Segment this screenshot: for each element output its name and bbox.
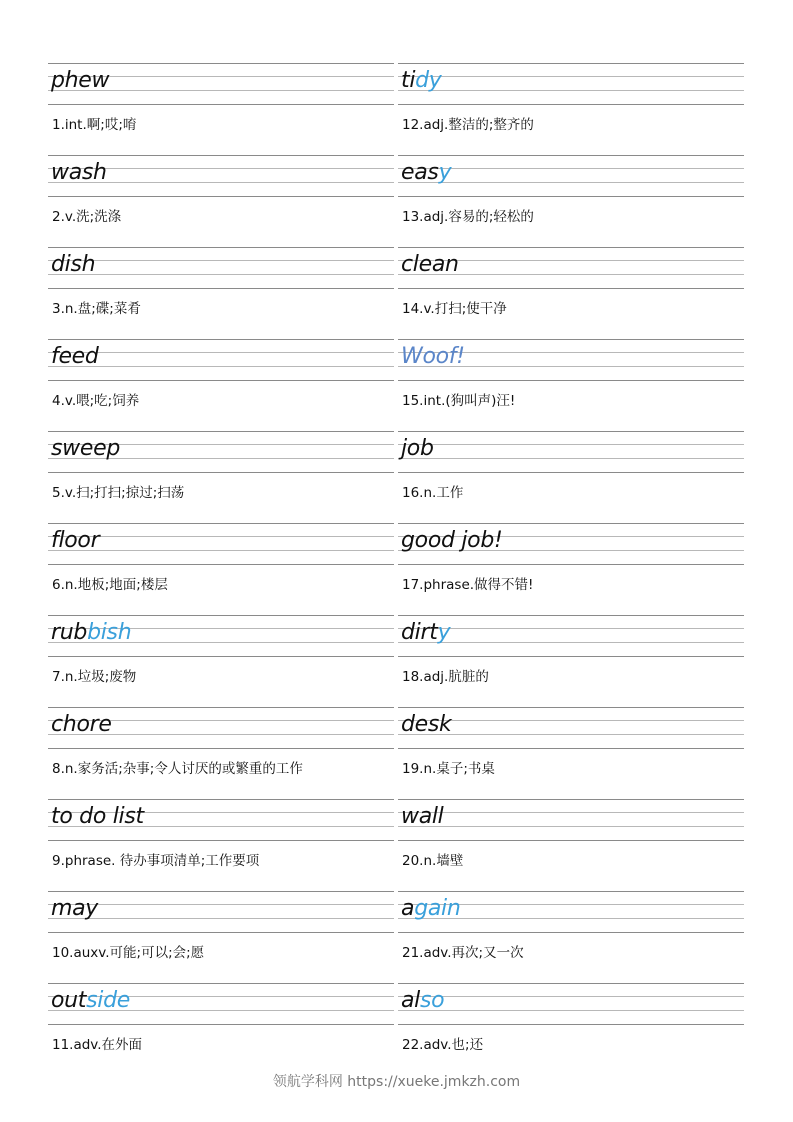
english-word bbox=[401, 619, 450, 647]
guide-line bbox=[48, 1024, 394, 1025]
vocab-entry bbox=[398, 523, 744, 615]
guide-line bbox=[398, 380, 744, 381]
guide-line bbox=[48, 550, 394, 551]
vocab-entry bbox=[48, 983, 394, 1075]
guide-line bbox=[398, 444, 744, 445]
chinese-meaning: 2.v.洗;洗涤 bbox=[52, 209, 122, 225]
vocab-entry bbox=[398, 339, 744, 431]
word-highlight-part: gain bbox=[414, 896, 461, 921]
word-plain-part: ti bbox=[401, 68, 416, 93]
chinese-meaning: 8.n.家务活;杂事;令人讨厌的或繁重的工作 bbox=[52, 761, 303, 777]
chinese-meaning: 13.adj.容易的;轻松的 bbox=[402, 209, 534, 225]
english-word bbox=[401, 435, 434, 463]
word-plain-part: phew bbox=[51, 68, 110, 93]
guide-line bbox=[48, 707, 394, 708]
vocab-entry bbox=[398, 63, 744, 155]
vocab-entry bbox=[48, 339, 394, 431]
vocab-entry bbox=[48, 431, 394, 523]
vocab-entry bbox=[48, 523, 394, 615]
vocab-entry bbox=[398, 247, 744, 339]
english-word bbox=[401, 67, 442, 95]
guide-line bbox=[48, 891, 394, 892]
guide-line bbox=[48, 196, 394, 197]
guide-line bbox=[398, 196, 744, 197]
word-plain-part: eas bbox=[401, 160, 439, 185]
english-word bbox=[401, 527, 503, 555]
guide-line bbox=[398, 1010, 744, 1011]
english-word bbox=[51, 159, 107, 187]
guide-line bbox=[48, 840, 394, 841]
footer-watermark: 领航学科网 https://xueke.jmkzh.com bbox=[272, 1074, 521, 1090]
vocab-entry bbox=[398, 615, 744, 707]
english-word bbox=[401, 895, 461, 923]
word-plain-part: a bbox=[401, 896, 415, 921]
vocab-entry bbox=[48, 891, 394, 983]
guide-line bbox=[398, 104, 744, 105]
vocab-entry bbox=[48, 155, 394, 247]
guide-line bbox=[398, 1024, 744, 1025]
chinese-meaning: 19.n.桌子;书桌 bbox=[402, 761, 495, 777]
guide-line bbox=[48, 918, 394, 919]
vocab-entry bbox=[48, 247, 394, 339]
guide-line bbox=[398, 76, 744, 77]
word-highlight-part: so bbox=[420, 988, 445, 1013]
guide-line bbox=[398, 288, 744, 289]
guide-line bbox=[398, 339, 744, 340]
guide-line bbox=[398, 799, 744, 800]
chinese-meaning: 1.int.啊;哎;唷 bbox=[52, 117, 137, 133]
guide-line bbox=[48, 274, 394, 275]
chinese-meaning: 18.adj.肮脏的 bbox=[402, 669, 489, 685]
chinese-meaning: 11.adv.在外面 bbox=[52, 1037, 143, 1053]
guide-line bbox=[398, 891, 744, 892]
guide-line bbox=[48, 564, 394, 565]
word-plain-part: al bbox=[401, 988, 420, 1013]
vocab-entry bbox=[398, 155, 744, 247]
english-word: Woof! bbox=[401, 344, 465, 369]
english-word bbox=[51, 435, 120, 463]
guide-line bbox=[48, 247, 394, 248]
english-word bbox=[51, 343, 99, 371]
guide-line bbox=[398, 247, 744, 248]
english-word bbox=[51, 67, 109, 95]
english-word bbox=[51, 527, 99, 555]
word-plain-part: may bbox=[51, 896, 99, 921]
guide-line bbox=[48, 904, 394, 905]
guide-line bbox=[398, 812, 744, 813]
word-plain-part: floor bbox=[51, 528, 100, 553]
word-highlight-part: y bbox=[437, 620, 451, 645]
chinese-meaning: 5.v.扫;打扫;掠过;扫荡 bbox=[52, 485, 185, 501]
chinese-meaning: 9.phrase. 待办事项清单;工作要项 bbox=[52, 853, 260, 869]
chinese-meaning: 22.adv.也;还 bbox=[402, 1037, 484, 1053]
english-word bbox=[51, 987, 130, 1015]
english-word bbox=[401, 987, 444, 1015]
guide-line bbox=[48, 472, 394, 473]
guide-line bbox=[48, 260, 394, 261]
english-word bbox=[51, 895, 98, 923]
english-word bbox=[401, 803, 444, 831]
word-plain-part: rub bbox=[51, 620, 88, 645]
vocab-entry bbox=[398, 891, 744, 983]
vocab-entry bbox=[48, 615, 394, 707]
word-plain-part: out bbox=[51, 988, 87, 1013]
guide-line bbox=[48, 799, 394, 800]
chinese-meaning: 10.auxv.可能;可以;会;愿 bbox=[52, 945, 205, 961]
vocab-entry bbox=[398, 983, 744, 1075]
guide-line bbox=[48, 523, 394, 524]
guide-line bbox=[48, 352, 394, 353]
guide-line bbox=[398, 996, 744, 997]
guide-line bbox=[398, 707, 744, 708]
english-word bbox=[401, 159, 451, 187]
guide-line bbox=[48, 656, 394, 657]
guide-line bbox=[398, 90, 744, 91]
english-word bbox=[401, 711, 452, 739]
guide-line bbox=[398, 564, 744, 565]
guide-line bbox=[398, 748, 744, 749]
word-plain-part: desk bbox=[401, 712, 452, 737]
guide-line bbox=[48, 380, 394, 381]
guide-line bbox=[48, 63, 394, 64]
guide-line bbox=[398, 615, 744, 616]
vocab-entry bbox=[398, 707, 744, 799]
chinese-meaning: 14.v.打扫;使干净 bbox=[402, 301, 507, 317]
word-plain-part: dish bbox=[51, 252, 96, 277]
word-highlight-part: side bbox=[86, 988, 131, 1013]
guide-line bbox=[398, 472, 744, 473]
word-highlight-part: bish bbox=[87, 620, 132, 645]
guide-line bbox=[398, 523, 744, 524]
word-plain-part: wash bbox=[51, 160, 107, 185]
english-word bbox=[51, 619, 131, 647]
guide-line bbox=[398, 826, 744, 827]
word-plain-part: dirt bbox=[401, 620, 438, 645]
guide-line bbox=[48, 339, 394, 340]
chinese-meaning: 12.adj.整洁的;整齐的 bbox=[402, 117, 534, 133]
chinese-meaning: 7.n.垃圾;废物 bbox=[52, 669, 137, 685]
word-highlight-part: dy bbox=[415, 68, 442, 93]
chinese-meaning: 4.v.喂;吃;饲养 bbox=[52, 393, 140, 409]
word-plain-part: to do list bbox=[51, 804, 144, 829]
guide-line bbox=[398, 656, 744, 657]
guide-line bbox=[398, 155, 744, 156]
guide-line bbox=[398, 458, 744, 459]
guide-line bbox=[48, 748, 394, 749]
guide-line bbox=[48, 983, 394, 984]
english-word bbox=[51, 711, 112, 739]
word-highlight-part: y bbox=[438, 160, 452, 185]
chinese-meaning: 15.int.(狗叫声)汪! bbox=[402, 393, 516, 409]
guide-line bbox=[48, 155, 394, 156]
vocab-entry bbox=[398, 799, 744, 891]
guide-line bbox=[398, 63, 744, 64]
guide-line bbox=[48, 615, 394, 616]
word-plain-part: good job! bbox=[401, 528, 503, 553]
vocab-entry bbox=[48, 707, 394, 799]
vocab-entry bbox=[48, 799, 394, 891]
guide-line bbox=[398, 983, 744, 984]
english-word bbox=[401, 251, 459, 279]
english-word bbox=[51, 803, 144, 831]
word-plain-part: job bbox=[401, 436, 434, 461]
chinese-meaning: 17.phrase.做得不错! bbox=[402, 577, 534, 593]
guide-line bbox=[48, 104, 394, 105]
guide-line bbox=[398, 932, 744, 933]
chinese-meaning: 20.n.墙壁 bbox=[402, 853, 464, 869]
guide-line bbox=[48, 536, 394, 537]
guide-line bbox=[398, 840, 744, 841]
chinese-meaning: 16.n.工作 bbox=[402, 485, 464, 501]
word-plain-part: sweep bbox=[51, 436, 120, 461]
guide-line bbox=[48, 932, 394, 933]
vocab-entry bbox=[48, 63, 394, 155]
guide-line bbox=[48, 431, 394, 432]
word-plain-part: feed bbox=[51, 344, 99, 369]
chinese-meaning: 6.n.地板;地面;楼层 bbox=[52, 577, 168, 593]
english-word bbox=[51, 251, 95, 279]
chinese-meaning: 3.n.盘;碟;菜肴 bbox=[52, 301, 141, 317]
word-plain-part: wall bbox=[401, 804, 444, 829]
word-plain-part: clean bbox=[401, 252, 459, 277]
chinese-meaning: 21.adv.再次;又一次 bbox=[402, 945, 524, 961]
guide-line bbox=[48, 366, 394, 367]
word-plain-part: chore bbox=[51, 712, 112, 737]
vocab-entry bbox=[398, 431, 744, 523]
guide-line bbox=[48, 288, 394, 289]
guide-line bbox=[398, 431, 744, 432]
